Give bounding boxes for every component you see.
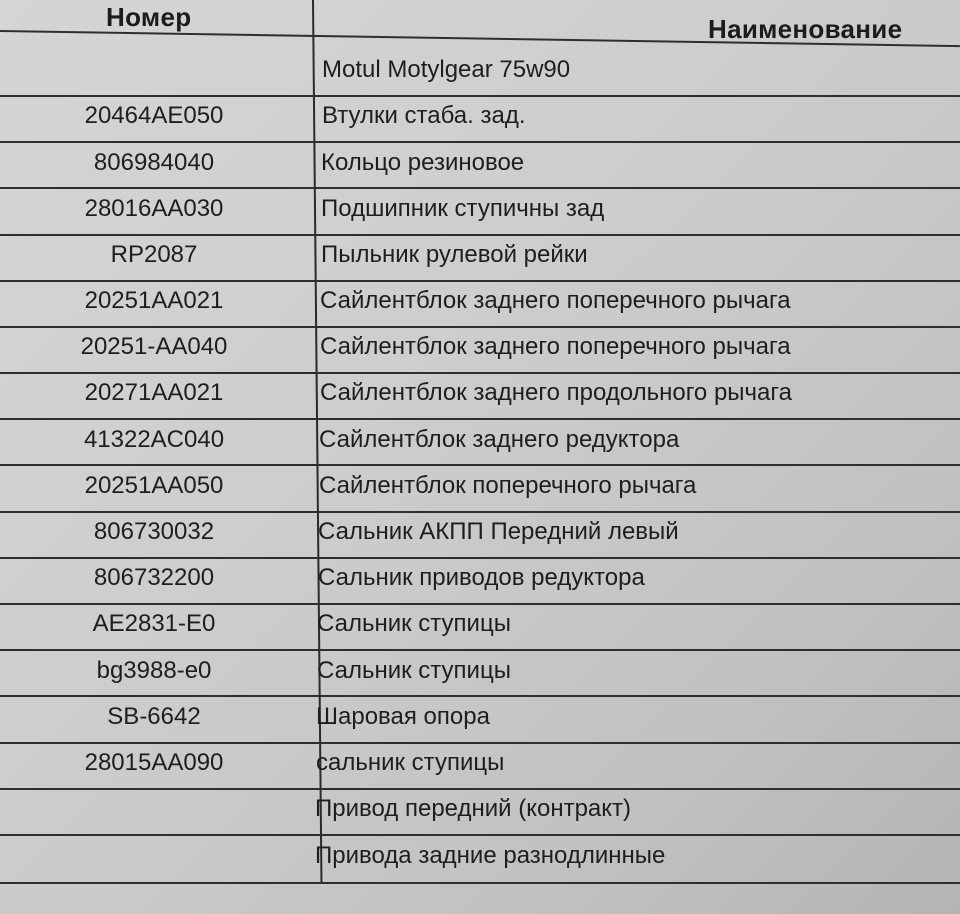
table-row — [0, 787, 960, 833]
part-name-cell: Сальник приводов редуктора — [318, 564, 645, 591]
part-number-cell: 806730032 — [93, 518, 215, 545]
part-number-cell: 28016AA030 — [84, 195, 224, 222]
table-row — [0, 834, 960, 880]
table-row — [0, 325, 960, 371]
part-name-cell: Кольцо резиновое — [321, 149, 525, 176]
part-name-cell: Сайлентблок поперечного рычага — [319, 472, 697, 499]
part-number-cell: 806984040 — [93, 149, 215, 176]
part-name-cell: Сальник ступицы — [317, 657, 511, 684]
part-name-cell: Подшипник ступичны зад — [321, 195, 605, 222]
part-number-cell: bg3988-e0 — [96, 657, 212, 684]
part-number-cell: 20271AA021 — [84, 379, 224, 406]
table-row — [0, 418, 960, 464]
table-row — [0, 741, 960, 787]
part-number-cell: RP2087 — [110, 241, 198, 268]
table-row — [0, 649, 960, 695]
table-row — [0, 695, 960, 741]
part-name-cell: Сайлентблок заднего поперечного рычага — [320, 333, 791, 360]
part-number-cell: 41322AC040 — [83, 426, 225, 453]
part-name-cell: Motul Motylgear 75w90 — [322, 56, 571, 83]
table-row — [0, 510, 960, 556]
part-number-cell: 20251AA021 — [84, 287, 224, 314]
part-number-cell: AE2831-E0 — [92, 610, 216, 637]
table-row — [0, 602, 960, 648]
table-row — [0, 94, 960, 140]
part-number-cell: 20464AE050 — [84, 102, 224, 129]
part-name-cell: Сайлентблок заднего поперечного рычага — [320, 287, 791, 314]
part-name-cell: Привод передний (контракт) — [315, 795, 632, 822]
part-name-cell: Шаровая опора — [316, 703, 490, 730]
part-name-cell: Сальник ступицы — [317, 610, 511, 637]
table-row — [0, 187, 960, 233]
part-name-cell: Втулки стаба. зад. — [322, 102, 526, 129]
part-name-cell: Привода задние разнодлинные — [315, 842, 666, 869]
header-number: Номер — [106, 2, 192, 32]
part-name-cell: Сайлентблок заднего редуктора — [319, 426, 680, 453]
part-number-cell: SB-6642 — [107, 703, 201, 730]
table-row — [0, 371, 960, 417]
table-row — [0, 48, 960, 94]
table-row — [0, 141, 960, 187]
part-number-cell: 20251AA050 — [84, 472, 224, 499]
header-name: Наименование — [708, 14, 903, 44]
table-row — [0, 233, 960, 279]
part-name-cell: Пыльник рулевой рейки — [321, 241, 588, 268]
part-name-cell: Сайлентблок заднего продольного рычага — [320, 379, 792, 406]
row-divider-line — [0, 882, 960, 884]
table-row — [0, 464, 960, 510]
part-number-cell: 20251-AA040 — [80, 333, 228, 360]
part-name-cell: сальник ступицы — [316, 749, 505, 776]
table-row — [0, 279, 960, 325]
part-number-cell: 806732200 — [93, 564, 215, 591]
table-row — [0, 556, 960, 602]
part-number-cell: 28015AA090 — [84, 749, 224, 776]
part-name-cell: Сальник АКПП Передний левый — [318, 518, 679, 545]
